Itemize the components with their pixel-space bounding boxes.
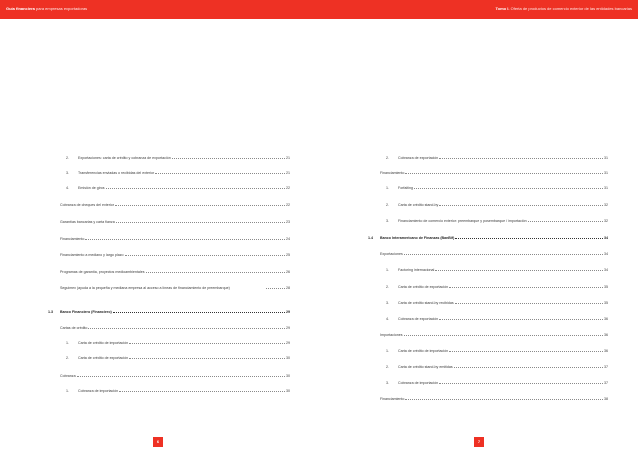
toc-leader-dots [172,158,285,159]
toc-entry [386,365,608,369]
toc-entry-page: 34 [604,236,608,240]
toc-entry [48,310,290,314]
toc-leader-dots [129,343,285,344]
toc-entry [60,253,290,257]
toc-entry-title: Cobranza de importación [78,389,119,393]
toc-entry-page: 25 [286,253,290,257]
toc-leader-dots [405,173,603,174]
toc-entry-number: 2. [386,156,389,160]
toc-entry-title: Exportaciones [380,252,403,256]
left-page-number: 6 [153,437,163,447]
toc-entry [66,156,290,160]
header-left-subtitle: para empresas exportadoras [36,6,88,11]
toc-entry-number: 3. [66,171,69,175]
toc-entry-title: Factoring internacional [398,268,435,272]
toc-entry-number: 2. [386,365,389,369]
toc-entry-title: Emisión de giros [78,186,105,190]
toc-entry [60,220,290,224]
toc-entry-page: 29 [286,326,290,330]
toc-entry-title: Importaciones [380,333,403,337]
toc-entry-title: Transferencias enviadas o recibidas del exterior [78,171,155,175]
toc-entry-title: Cobranza de cheques del exterior [60,203,114,207]
toc-entry-title: Carta de crédito de importación [78,341,129,345]
toc-entry [368,236,608,240]
toc-entry-title: Exportaciones: carta de crédito y cobranza de exportación [78,156,171,160]
header-right-subtitle: Oferta de productos de comercio exterior de las entidades bancarias [510,6,632,11]
toc-leader-dots [116,222,285,223]
toc-entry [386,219,608,223]
toc-entry-title: Banco Financiero (Financiero) [60,310,112,314]
toc-leader-dots [115,205,285,206]
toc-entry-title: Financiamiento de comercio exterior: preembarque y posembarque / importación [398,219,527,223]
header-right [496,6,632,11]
toc-entry-page: 38 [604,397,608,401]
toc-entry-number: 3. [386,219,389,223]
toc-entry [386,285,608,289]
toc-entry [60,270,290,274]
toc-entry-page: 23 [286,220,290,224]
toc-entry-number: 4. [66,186,69,190]
toc-leader-dots [113,312,285,313]
toc-leader-dots [405,399,603,400]
toc-leader-dots [455,238,603,239]
toc-entry-title: Cobranza de exportación [398,156,439,160]
header-bar [0,0,638,19]
toc-entry-title: Programas de garantía, proyectos medioambientales [60,270,145,274]
toc-leader-dots [155,173,285,174]
toc-entry [380,171,608,175]
toc-entry [60,374,290,378]
toc-leader-dots [439,205,603,206]
toc-leader-dots [404,254,603,255]
toc-entry [386,349,608,353]
toc-entry-page: 21 [286,171,290,175]
toc-entry-title: Forfaiting [398,186,413,190]
toc-entry-page: 22 [286,186,290,190]
toc-entry-page: 30 [286,389,290,393]
toc-entry-page: 30 [286,356,290,360]
toc-entry [66,186,290,190]
toc-leader-dots [455,303,603,304]
right-page-number: 7 [474,437,484,447]
toc-entry-title: Banco Interamericano de Finanzas (BanBif) [380,236,455,240]
toc-entry [386,381,608,385]
toc-entry-page: 37 [604,381,608,385]
toc-entry-number: 2. [386,203,389,207]
toc-entry [386,301,608,305]
toc-entry-page: 32 [604,203,608,207]
toc-entry [386,156,608,160]
toc-entry-number: 1. [386,186,389,190]
toc-leader-dots [439,319,603,320]
toc-entry-page: 31 [604,171,608,175]
toc-entry-page: 36 [604,317,608,321]
toc-leader-dots [106,188,285,189]
toc-entry-number: 1.4 [368,236,373,240]
toc-entry-page: 28 [286,286,290,290]
toc-leader-dots [449,287,603,288]
toc-entry [380,252,608,256]
toc-entry-title: Cobranza de exportación [398,317,439,321]
toc-leader-dots [129,358,285,359]
toc-entry-page: 29 [286,310,290,314]
toc-entry-number: 1.3 [48,310,53,314]
toc-leader-dots [125,255,285,256]
toc-leader-dots [414,188,603,189]
toc-leader-dots [146,272,286,273]
toc-entry-title: Carta de crédito de exportación [398,285,449,289]
toc-leader-dots [454,367,603,368]
toc-entry-number: 3. [386,381,389,385]
toc-entry-page: 29 [286,341,290,345]
toc-entry-page: 35 [604,285,608,289]
toc-entry-page: 34 [604,268,608,272]
toc-entry-number: 1. [386,268,389,272]
header-right-title: Tomo I. [495,6,510,11]
toc-entry [380,397,608,401]
toc-entry [66,389,290,393]
toc-leader-dots [119,391,285,392]
toc-entry [66,341,290,345]
toc-entry-page: 21 [286,156,290,160]
toc-entry-number: 3. [386,301,389,305]
toc-entry [66,356,290,360]
toc-entry-page: 31 [604,186,608,190]
toc-entry-title: Financiamiento [380,171,405,175]
toc-entry [60,326,290,330]
toc-entry [60,237,290,241]
toc-leader-dots [435,270,603,271]
toc-entry-number: 2. [66,156,69,160]
toc-entry-title: Cartas de crédito [60,326,88,330]
toc-entry [60,203,290,207]
header-left [6,6,87,11]
toc-entry-title: Carta de crédito stand-by [398,203,439,207]
toc-entry-number: 2. [386,285,389,289]
toc-entry-page: 36 [604,349,608,353]
toc-leader-dots [266,288,285,289]
toc-entry-title: Carta de crédito stand-by emitidas [398,365,453,369]
toc-leader-dots [77,376,285,377]
toc-entry-page: 32 [604,219,608,223]
toc-entry [386,203,608,207]
toc-entry-title: Financiamiento a mediano y largo plazo [60,253,124,257]
toc-entry-title: Financiamiento [60,237,85,241]
toc-entry [66,171,290,175]
toc-entry [386,317,608,321]
toc-entry-title: Garantías bancarias y carta fianza [60,220,115,224]
toc-leader-dots [528,221,603,222]
toc-entry-title: Financiamiento [380,397,405,401]
toc-leader-dots [88,328,285,329]
toc-entry-number: 2. [66,356,69,360]
toc-entry-number: 1. [386,349,389,353]
toc-entry-title: Seguimex (ayuda a la pequeña y mediana empresa al acceso a líneas de financiamiento de preembarque) [60,286,230,290]
toc-entry-title: Carta de crédito de importación [398,349,449,353]
toc-entry-page: 24 [286,237,290,241]
toc-entry-number: 4. [386,317,389,321]
header-left-title: Guía financiera [6,6,35,11]
toc-leader-dots [439,158,603,159]
toc-entry-title: Carta de crédito de exportación [78,356,129,360]
toc-entry-page: 36 [604,333,608,337]
toc-entry-page: 22 [286,203,290,207]
toc-entry-title: Carta de crédito stand-by recibidas [398,301,454,305]
toc-leader-dots [449,351,603,352]
toc-leader-dots [85,239,285,240]
toc-entry-title: Cobranza de importación [398,381,439,385]
toc-entry-page: 31 [604,156,608,160]
toc-entry-page: 30 [286,374,290,378]
toc-entry-title: Cobranza [60,374,76,378]
toc-entry [386,186,608,190]
toc-entry-page: 35 [604,301,608,305]
toc-entry-page: 37 [604,365,608,369]
toc-entry-number: 1. [66,389,69,393]
toc-entry-number: 1. [66,341,69,345]
toc-leader-dots [439,383,603,384]
toc-entry [60,286,290,290]
toc-entry-page: 34 [604,252,608,256]
toc-entry [380,333,608,337]
toc-leader-dots [404,335,603,336]
toc-entry [386,268,608,272]
toc-entry-page: 26 [286,270,290,274]
